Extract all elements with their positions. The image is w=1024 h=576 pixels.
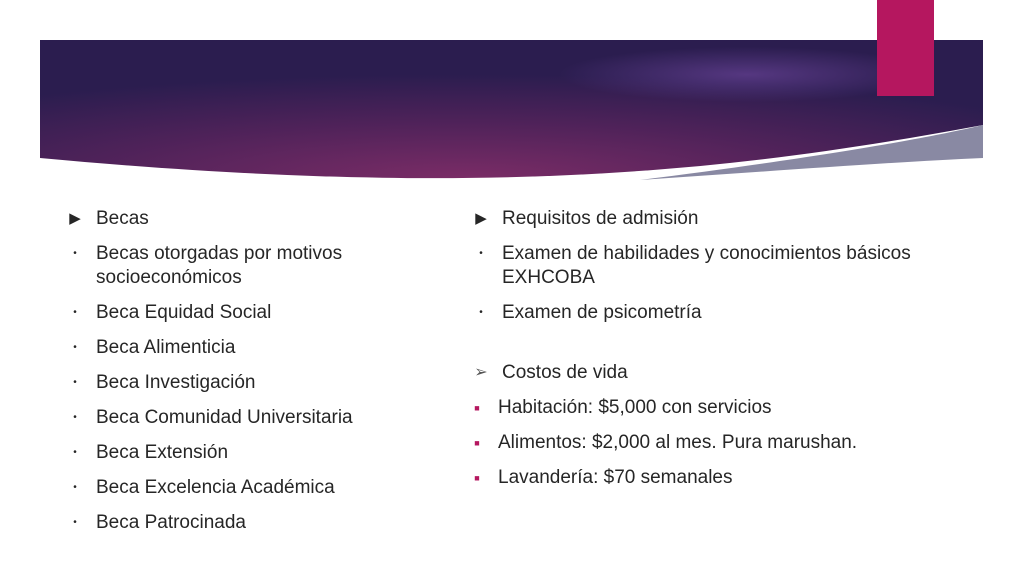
dot-icon: •	[73, 482, 77, 493]
list-item	[466, 396, 936, 420]
list-item	[466, 431, 936, 455]
list-heading-costos	[466, 361, 936, 385]
list-item-text: Examen de habilidades y conocimientos básicos EXHCOBA	[502, 243, 911, 288]
spacer	[466, 336, 936, 361]
heading-text: Costos de vida	[502, 362, 628, 383]
list-item-text: Beca Patrocinada	[96, 512, 246, 533]
square-icon: ■	[474, 438, 480, 448]
dot-icon: •	[73, 307, 77, 318]
list-item-text: Lavandería: $70 semanales	[498, 467, 733, 488]
dot-icon: •	[73, 342, 77, 353]
heading-text: Requisitos de admisión	[502, 208, 699, 229]
list-item	[60, 441, 420, 465]
accent-tab	[877, 0, 934, 96]
list-item	[60, 336, 420, 360]
heading-text: Becas	[96, 208, 149, 229]
list-item	[60, 371, 420, 395]
list-item	[466, 466, 936, 490]
list-item-text: Becas otorgadas por motivos socioeconómicos	[96, 243, 343, 288]
list-item	[60, 406, 420, 430]
list-item-text: Examen de psicometría	[502, 302, 702, 323]
dot-icon: •	[73, 412, 77, 423]
list-item	[466, 242, 936, 290]
list-item	[60, 242, 420, 290]
right-column	[466, 207, 936, 501]
square-icon: ■	[474, 473, 480, 483]
list-item	[60, 301, 420, 325]
list-item-text: Alimentos: $2,000 al mes. Pura marushan.	[498, 432, 858, 453]
left-column	[60, 207, 420, 546]
list-item-text: Beca Excelencia Académica	[96, 477, 335, 498]
banner-graphic	[40, 40, 983, 192]
list-item-text: Beca Comunidad Universitaria	[96, 407, 353, 428]
list-item	[466, 301, 936, 325]
title-banner	[40, 40, 983, 192]
list-item	[60, 476, 420, 500]
dot-icon: •	[479, 307, 483, 318]
triangle-right-icon: ▶	[69, 210, 81, 227]
list-item-text: Beca Investigación	[96, 372, 256, 393]
list-heading-becas	[60, 207, 420, 231]
dot-icon: •	[73, 447, 77, 458]
list-item-text: Habitación: $5,000 con servicios	[498, 397, 772, 418]
triangle-right-icon: ▶	[475, 210, 487, 227]
square-icon: ■	[474, 403, 480, 413]
list-item-text: Beca Equidad Social	[96, 302, 272, 323]
list-item-text: Beca Alimenticia	[96, 337, 236, 358]
dot-icon: •	[73, 377, 77, 388]
dot-icon: •	[479, 248, 483, 259]
dot-icon: •	[73, 248, 77, 259]
list-item-text: Beca Extensión	[96, 442, 229, 463]
list-item	[60, 511, 420, 535]
dot-icon: •	[73, 517, 77, 528]
chevron-right-icon: ➢	[474, 364, 488, 381]
list-heading-requisitos	[466, 207, 936, 231]
